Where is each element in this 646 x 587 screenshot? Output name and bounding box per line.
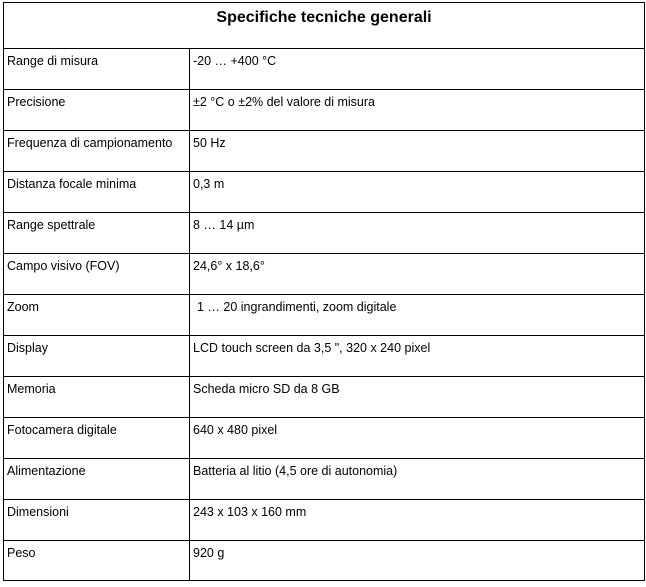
table-title: Specifiche tecniche generali xyxy=(4,3,645,49)
row-label-fov: Campo visivo (FOV) xyxy=(4,254,190,295)
row-value-display: LCD touch screen da 3,5 ", 320 x 240 pixel xyxy=(190,336,645,377)
table-row xyxy=(4,336,645,377)
row-value-memoria: Scheda micro SD da 8 GB xyxy=(190,377,645,418)
row-value-range: -20 … +400 °C xyxy=(190,49,645,90)
table-row xyxy=(4,418,645,459)
row-value-fotocamera: 640 x 480 pixel xyxy=(190,418,645,459)
row-label-fotocamera: Fotocamera digitale xyxy=(4,418,190,459)
row-label-peso: Peso xyxy=(4,541,190,581)
table-row xyxy=(4,377,645,418)
row-label-frequenza: Frequenza di campionamento xyxy=(4,131,190,172)
row-label-dimensioni: Dimensioni xyxy=(4,500,190,541)
row-value-distanza: 0,3 m xyxy=(190,172,645,213)
row-value-fov: 24,6° x 18,6° xyxy=(190,254,645,295)
row-value-zoom: 1 … 20 ingrandimenti, zoom digitale xyxy=(190,295,645,336)
table-row xyxy=(4,459,645,500)
row-label-precisione: Precisione xyxy=(4,90,190,131)
row-label-range: Range di misura xyxy=(4,49,190,90)
table-row xyxy=(4,90,645,131)
row-label-memoria: Memoria xyxy=(4,377,190,418)
row-value-peso: 920 g xyxy=(190,541,645,581)
row-value-frequenza: 50 Hz xyxy=(190,131,645,172)
table-row xyxy=(4,500,645,541)
row-label-zoom: Zoom xyxy=(4,295,190,336)
table-row xyxy=(4,541,645,581)
row-value-precisione: ±2 °C o ±2% del valore di misura xyxy=(190,90,645,131)
table-row xyxy=(4,172,645,213)
table-row xyxy=(4,131,645,172)
row-label-spettrale: Range spettrale xyxy=(4,213,190,254)
table-title-row xyxy=(4,3,645,49)
row-value-dimensioni: 243 x 103 x 160 mm xyxy=(190,500,645,541)
row-label-alimentazione: Alimentazione xyxy=(4,459,190,500)
table-row xyxy=(4,254,645,295)
row-label-display: Display xyxy=(4,336,190,377)
row-value-alimentazione: Batteria al litio (4,5 ore di autonomia) xyxy=(190,459,645,500)
row-value-spettrale: 8 … 14 µm xyxy=(190,213,645,254)
table-row xyxy=(4,295,645,336)
spec-table xyxy=(3,2,645,581)
table-row xyxy=(4,213,645,254)
table-row xyxy=(4,49,645,90)
row-label-distanza: Distanza focale minima xyxy=(4,172,190,213)
